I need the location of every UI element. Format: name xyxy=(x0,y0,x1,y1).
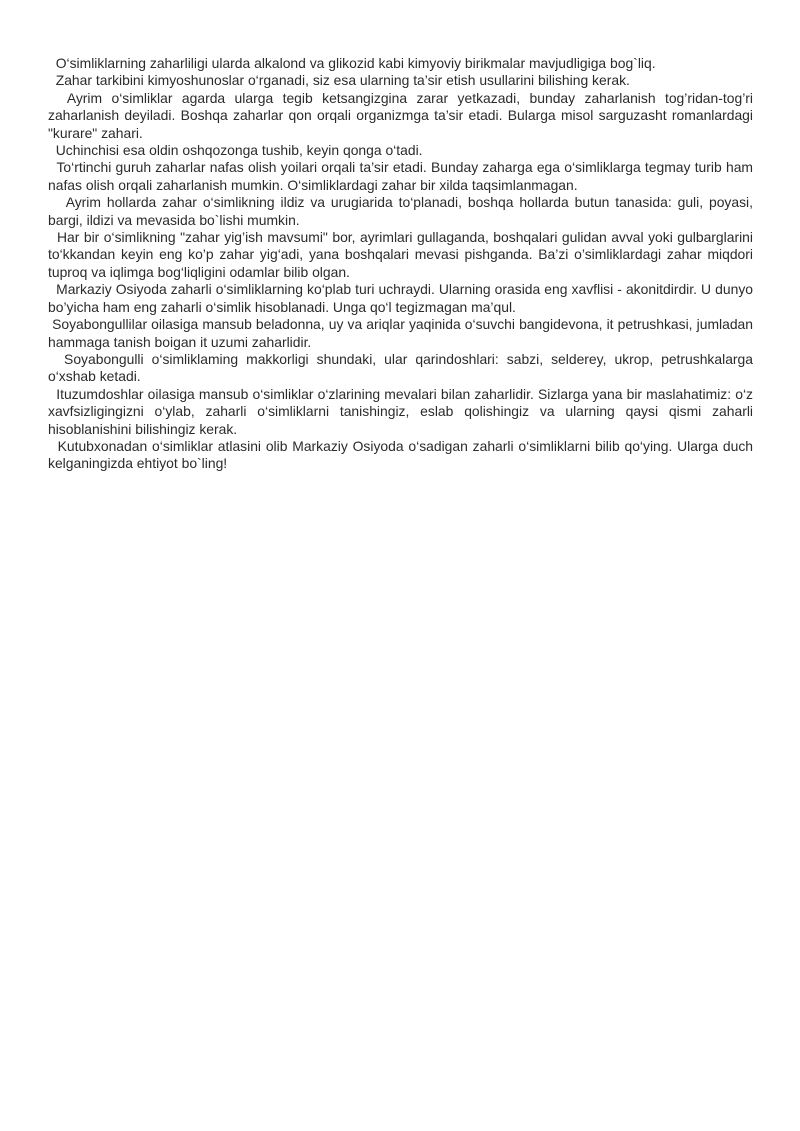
paragraph-12: Kutubxonadan o‘simliklar atlasini olib Markaziy Osiyoda o‘sadigan zaharli o‘simliklarni bilib qo‘ying. Ularga duch kelganingizda ehtiyot bo`ling! xyxy=(48,437,753,472)
paragraph-5: To‘rtinchi guruh zaharlar nafas olish yoilari orqali ta’sir etadi. Bunday zaharga ega o‘simliklarga tegmay turib ham nafas olish orqali zaharlanish mumkin. O‘simliklardagi zahar bir xilda taqsimlanmagan. xyxy=(48,159,753,193)
paragraph-2: Zahar tarkibini kimyoshunoslar o‘rganadi, siz esa ularning ta’sir etish usullarini bilishing kerak. xyxy=(48,72,630,89)
paragraph-1: O‘simliklarning zaharliligi ularda alkalond va glikozid kabi kimyoviy birikmalar mavjudligiga bog`liq. xyxy=(48,55,656,71)
document-body xyxy=(48,55,753,473)
paragraph-6: Ayrim hollarda zahar o‘simlikning ildiz va urugiarida to‘planadi, boshqa hollarda butun tanasida: guli, poyasi, bargi, ildizi va mevasida bo`lishi mumkin. xyxy=(48,194,753,228)
paragraph-8: Markaziy Osiyoda zaharli o‘simliklarning ko‘plab turi uchraydi. Ularning orasida eng xavflisi - akonitdirdir. U dunyo bo’yicha ham eng zaharli o‘simlik hisoblanadi. Unga qo‘l tegizmagan ma’qul. xyxy=(48,281,753,315)
paragraph-9: Soyabongullilar oilasiga mansub beladonna, uy va ariqlar yaqinida o‘suvchi bangidevona, it petrushkasi, jumladan hammaga tanish boigan it uzumi zaharlidir. xyxy=(48,316,753,350)
paragraph-11: Ituzumdoshlar oilasiga mansub o‘simliklar o‘zlarining mevalari bilan zaharlidir. Sizlarga yana bir maslahatimiz: o‘z xavfsizligingizni o‘ylab, zaharli o‘simliklarni tanishingiz, eslab qolishingiz va ularning qaysi qismi zaharli hisoblanishini bilishingiz kerak. xyxy=(48,385,753,437)
paragraph-7: Har bir o‘simlikning "zahar yig’ish mavsumi" bor, ayrimlari gullaganda, boshqalari gulidan avval yoki gulbarglarini to‘kkandan keyin eng ko’p zahar yig‘adi, yana boshqalari mevasi pishganda. Ba’zi o’simliklardagi zahar miqdori tuproq va iqlimga bog‘liqligini odamlar bilib olgan. xyxy=(48,229,753,280)
paragraph-4: Uchinchisi esa oldin oshqozonga tushib, keyin qonga o‘tadi. xyxy=(48,142,423,159)
paragraph-10: Soyabongulli o‘simliklaming makkorligi shundaki, ular qarindoshlari: sabzi, selderey, ukrop, petrushkalarga o‘xshab ketadi. xyxy=(48,350,753,385)
paragraph-3: Ayrim o‘simliklar agarda ularga tegib ketsangizgina zarar yetkazadi, bunday zaharlanish tog’ridan-tog’ri zaharlanish deyiladi. Boshqa zaharlar qon orqali organizmga ta’sir etadi. Bularga misol sarguzasht romanlardagi "kurare" zahari. xyxy=(48,89,753,141)
